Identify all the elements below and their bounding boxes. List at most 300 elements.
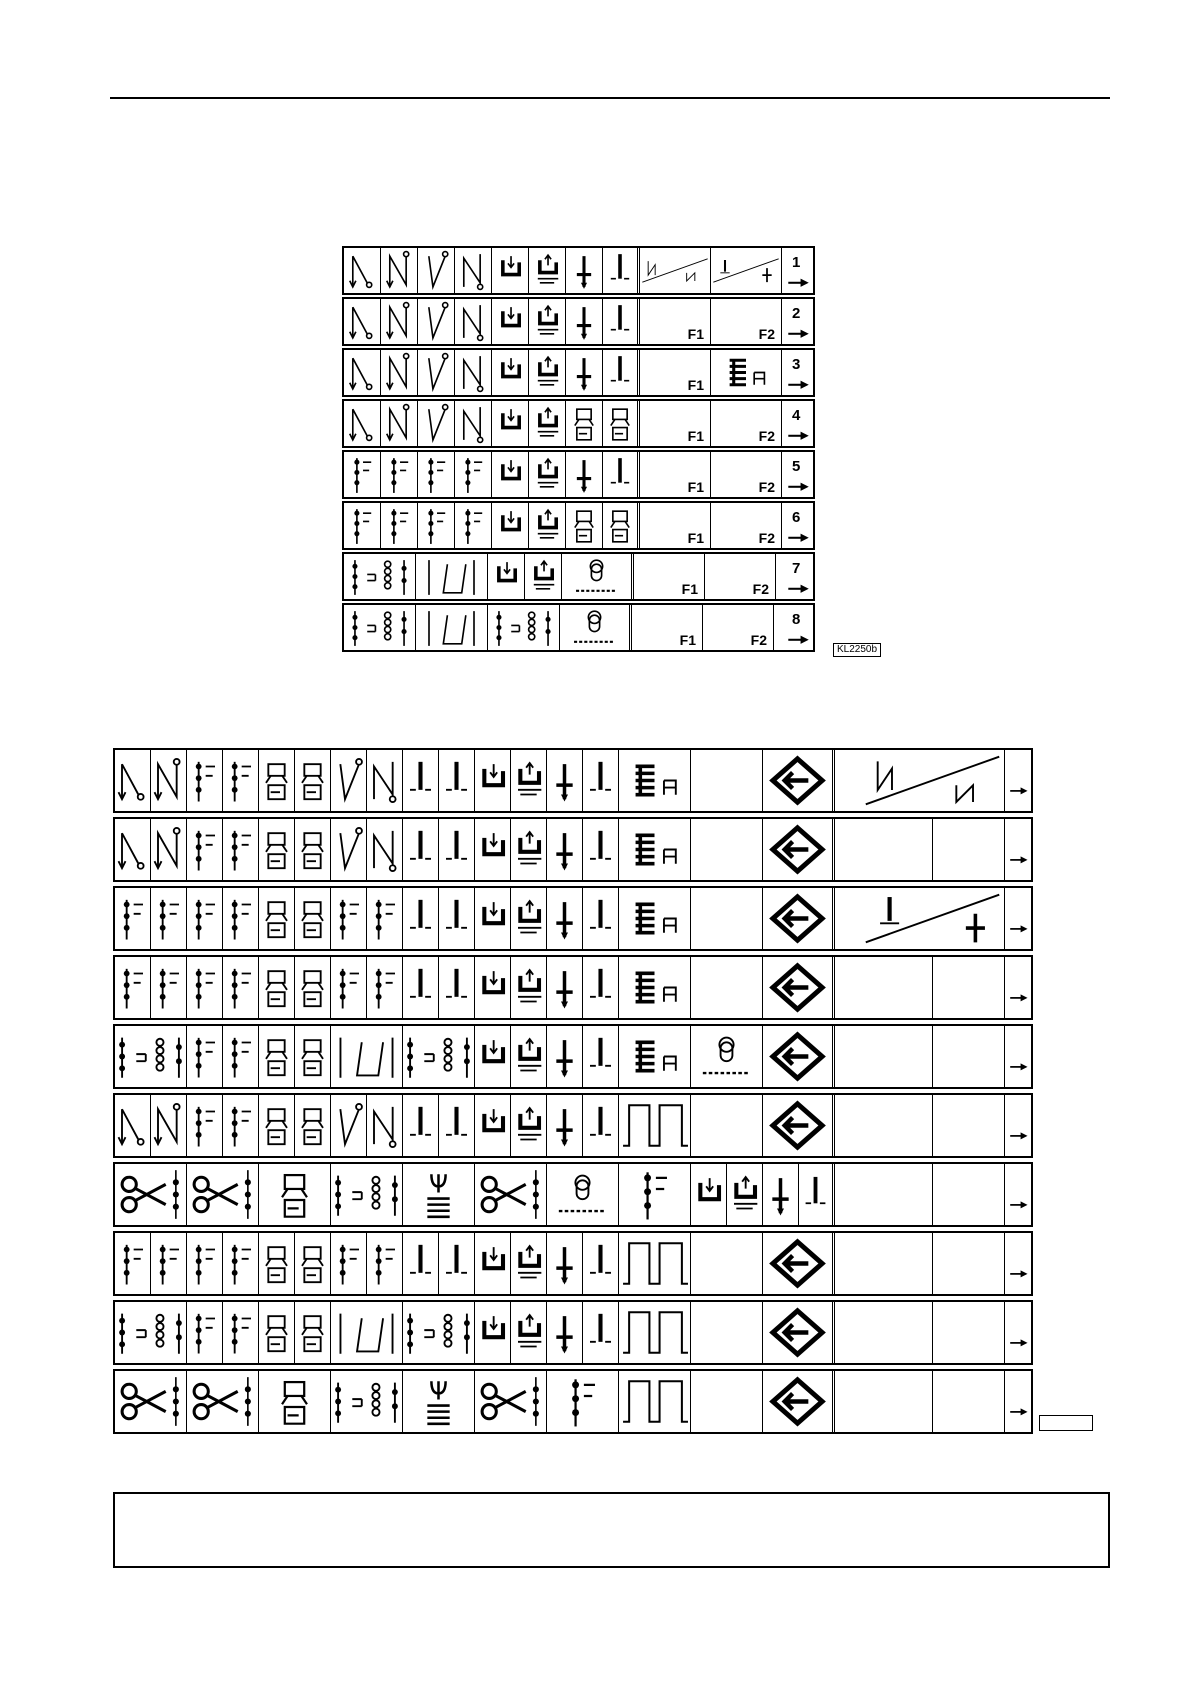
dots-icon [187, 957, 223, 1018]
slant-icon [331, 1026, 403, 1087]
needleUp-icon [583, 1026, 619, 1087]
presser-icon [475, 819, 511, 880]
stacker-icon [603, 401, 640, 446]
function-key-cell [634, 554, 705, 599]
slant-icon [331, 1302, 403, 1363]
dots-icon [344, 452, 381, 497]
vee-icon [331, 750, 367, 811]
scissors-icon [115, 1164, 187, 1225]
key-row [342, 246, 815, 295]
needleUp-icon [403, 957, 439, 1018]
row-number-cell [782, 452, 813, 497]
presser-icon [488, 554, 525, 599]
function-key-cell [933, 1233, 1005, 1294]
dots-icon [344, 503, 381, 548]
function-key-cell [632, 605, 703, 650]
dots-icon [223, 819, 259, 880]
f2-label: F2 [752, 581, 769, 597]
arrow-cell [1005, 1095, 1031, 1156]
coil-icon [547, 1164, 619, 1225]
diamond-icon [763, 819, 835, 880]
stacker-icon [259, 1302, 295, 1363]
presser2-icon [529, 452, 566, 497]
dots-icon [187, 819, 223, 880]
row-number-cell [782, 299, 813, 344]
vee-icon [418, 299, 455, 344]
f1-label: F1 [687, 428, 704, 444]
needleDn-icon [547, 750, 583, 811]
chain-icon [403, 1026, 475, 1087]
presser2-icon [511, 819, 547, 880]
row-number-cell [782, 248, 813, 293]
scissors-icon [115, 1371, 187, 1432]
function-key-cell [640, 452, 711, 497]
key-row [113, 1300, 1033, 1365]
dots-icon [223, 1302, 259, 1363]
presser2-icon [529, 503, 566, 548]
needleDn-icon [547, 1233, 583, 1294]
dots-icon [223, 750, 259, 811]
dots-icon [381, 452, 418, 497]
function-key-cell [711, 350, 782, 395]
zig1-icon [344, 401, 381, 446]
presser-icon [475, 957, 511, 1018]
function-key-cell [933, 1164, 1005, 1225]
pulse-icon [619, 1095, 691, 1156]
stacker-icon [295, 957, 331, 1018]
pulse-icon [619, 1302, 691, 1363]
arrow-cell [1005, 1371, 1031, 1432]
scissors-icon [475, 1164, 547, 1225]
presser2-icon [511, 750, 547, 811]
empty-cell [691, 888, 763, 949]
dots-icon [187, 1233, 223, 1294]
function-key-cell [861, 1164, 933, 1225]
vee-icon [331, 1095, 367, 1156]
function-key-cell [933, 1371, 1005, 1432]
function-key-cell [933, 819, 1005, 880]
row-number-cell [782, 503, 813, 548]
row-number-cell [782, 605, 813, 650]
needleDn-icon [547, 819, 583, 880]
presser2-icon [511, 888, 547, 949]
stacker-icon [259, 750, 295, 811]
dots-icon [187, 1095, 223, 1156]
presser2-icon [511, 1302, 547, 1363]
dots-icon [187, 888, 223, 949]
f2-label: F2 [750, 632, 767, 648]
function-key-cell [711, 299, 782, 344]
dots-icon [418, 503, 455, 548]
code-label: KL2250b [833, 643, 881, 657]
stacker-icon [295, 750, 331, 811]
stacker-icon [259, 1233, 295, 1294]
needleUp-icon [583, 1233, 619, 1294]
stacker-icon [295, 1026, 331, 1087]
stacker-icon [259, 888, 295, 949]
presser2-icon [529, 248, 566, 293]
needleDn-icon [763, 1164, 799, 1225]
stackE-icon [619, 957, 691, 1018]
row-number: 3 [792, 356, 801, 373]
n2-icon [455, 350, 492, 395]
presser-icon [492, 248, 529, 293]
needleUp-icon [439, 1095, 475, 1156]
dots-icon [331, 957, 367, 1018]
row-number: 1 [792, 254, 801, 271]
function-key-cell [861, 750, 1005, 811]
stacker-icon [259, 1095, 295, 1156]
diamond-icon [763, 1026, 835, 1087]
function-key-cell [640, 350, 711, 395]
diamond-icon [763, 750, 835, 811]
needleDn-icon [566, 248, 603, 293]
note-box [113, 1492, 1110, 1568]
chain-icon [331, 1164, 403, 1225]
dots-icon [223, 888, 259, 949]
needleUp-icon [603, 350, 640, 395]
zig1-icon [115, 819, 151, 880]
coil-icon [562, 554, 634, 599]
row-number: 7 [792, 560, 801, 577]
needleDn-icon [566, 350, 603, 395]
zig1-icon [344, 299, 381, 344]
key-row [113, 748, 1033, 813]
n2-icon [455, 401, 492, 446]
chain-icon [115, 1302, 187, 1363]
dots-icon [619, 1164, 691, 1225]
arrow-cell [1005, 1026, 1031, 1087]
f1-label: F1 [681, 581, 698, 597]
dots-icon [115, 1233, 151, 1294]
n2-icon [367, 819, 403, 880]
needleDn-icon [547, 1095, 583, 1156]
row-number: 8 [792, 611, 801, 628]
stackE-icon [619, 888, 691, 949]
presser-icon [691, 1164, 727, 1225]
bottom-key-panel [113, 748, 1033, 1438]
zig2-icon [151, 1095, 187, 1156]
row-number: 6 [792, 509, 801, 526]
f1-label: F1 [687, 377, 704, 393]
function-key-cell [861, 957, 933, 1018]
stackE-icon [619, 819, 691, 880]
row-number: 2 [792, 305, 801, 322]
stacker-icon [259, 1026, 295, 1087]
zig2-icon [381, 248, 418, 293]
pulse-icon [619, 1371, 691, 1432]
function-key-cell [861, 1302, 933, 1363]
n2-icon [367, 1095, 403, 1156]
key-row [342, 297, 815, 346]
slant-icon [416, 605, 488, 650]
key-row [342, 450, 815, 499]
needleUp-icon [403, 819, 439, 880]
code-label-empty [1039, 1415, 1093, 1431]
arrow-cell [1005, 750, 1031, 811]
needleUp-icon [439, 1233, 475, 1294]
presser2-icon [525, 554, 562, 599]
dots-icon [455, 503, 492, 548]
needleUp-icon [583, 750, 619, 811]
key-row [113, 886, 1033, 951]
empty-cell [691, 1302, 763, 1363]
zig1-icon [115, 1095, 151, 1156]
empty-cell [691, 1371, 763, 1432]
stackE-icon [619, 750, 691, 811]
function-key-cell [861, 819, 933, 880]
needleUp-icon [583, 957, 619, 1018]
presser-icon [492, 350, 529, 395]
presser-icon [475, 750, 511, 811]
dots-icon [151, 888, 187, 949]
key-row [113, 1162, 1033, 1227]
stacker-icon [259, 819, 295, 880]
needleUp-icon [583, 888, 619, 949]
dots-icon [187, 1026, 223, 1087]
n2-icon [455, 248, 492, 293]
presser-icon [492, 401, 529, 446]
stacker-icon [566, 503, 603, 548]
coil-icon [691, 1026, 763, 1087]
function-key-cell [861, 888, 1005, 949]
dots-icon [547, 1371, 619, 1432]
vee-icon [418, 248, 455, 293]
fork-icon [403, 1164, 475, 1225]
key-row [342, 552, 815, 601]
vee-icon [418, 350, 455, 395]
top-key-panel [342, 246, 815, 656]
dots-icon [187, 1302, 223, 1363]
dots-icon [367, 957, 403, 1018]
function-key-cell [640, 248, 711, 293]
zig2-icon [381, 401, 418, 446]
stacker-icon [295, 1095, 331, 1156]
needleUp-icon [603, 299, 640, 344]
function-key-cell [933, 1095, 1005, 1156]
dots-icon [331, 888, 367, 949]
header-rule [110, 97, 1110, 99]
pulse-icon [619, 1233, 691, 1294]
needleUp-icon [439, 888, 475, 949]
key-row [342, 399, 815, 448]
stacker-icon [259, 1371, 331, 1432]
function-key-cell [861, 1095, 933, 1156]
presser-icon [475, 888, 511, 949]
key-row [342, 501, 815, 550]
needleUp-icon [583, 819, 619, 880]
needleDn-icon [566, 299, 603, 344]
zig1-icon [115, 750, 151, 811]
stacker-icon [259, 957, 295, 1018]
slant-icon [416, 554, 488, 599]
vee-icon [331, 819, 367, 880]
f1-label: F1 [687, 530, 704, 546]
dots-icon [223, 1233, 259, 1294]
zig2-icon [381, 299, 418, 344]
function-key-cell [703, 605, 774, 650]
arrow-cell [1005, 888, 1031, 949]
dots-icon [455, 452, 492, 497]
chain-icon [403, 1302, 475, 1363]
diamond-icon [763, 957, 835, 1018]
chain-icon [344, 554, 416, 599]
dots-icon [418, 452, 455, 497]
f2-label: F2 [758, 428, 775, 444]
row-number: 4 [792, 407, 801, 424]
function-key-cell [711, 401, 782, 446]
key-row [113, 955, 1033, 1020]
arrow-cell [1005, 1302, 1031, 1363]
function-key-cell [640, 401, 711, 446]
chain-icon [115, 1026, 187, 1087]
stacker-icon [566, 401, 603, 446]
presser2-icon [529, 401, 566, 446]
zig2-icon [381, 350, 418, 395]
empty-cell [691, 957, 763, 1018]
needleUp-icon [799, 1164, 835, 1225]
key-row [113, 1093, 1033, 1158]
needleUp-icon [403, 1095, 439, 1156]
needleDn-icon [566, 452, 603, 497]
needleDn-icon [547, 888, 583, 949]
stackE-icon [619, 1026, 691, 1087]
dots-icon [367, 888, 403, 949]
diamond-icon [763, 888, 835, 949]
zig2-icon [151, 750, 187, 811]
stacker-icon [295, 819, 331, 880]
dots-icon [381, 503, 418, 548]
presser2-icon [511, 1233, 547, 1294]
arrow-cell [1005, 1233, 1031, 1294]
zig1-icon [344, 350, 381, 395]
arrow-cell [1005, 957, 1031, 1018]
chain-icon [344, 605, 416, 650]
needleUp-icon [603, 248, 640, 293]
function-key-cell [933, 1302, 1005, 1363]
f1-label: F1 [687, 479, 704, 495]
stacker-icon [259, 1164, 331, 1225]
needleUp-icon [403, 1233, 439, 1294]
needleDn-icon [547, 1026, 583, 1087]
function-key-cell [861, 1026, 933, 1087]
function-key-cell [711, 248, 782, 293]
diamond-icon [763, 1302, 835, 1363]
key-row [342, 603, 815, 652]
needleDn-icon [547, 1302, 583, 1363]
needleUp-icon [583, 1302, 619, 1363]
function-key-cell [640, 503, 711, 548]
dots-icon [151, 1233, 187, 1294]
key-row [342, 348, 815, 397]
function-key-cell [711, 503, 782, 548]
row-number: 5 [792, 458, 801, 475]
empty-cell [691, 819, 763, 880]
chain-icon [331, 1371, 403, 1432]
needleUp-icon [439, 750, 475, 811]
key-row [113, 1231, 1033, 1296]
presser2-icon [511, 1095, 547, 1156]
needleUp-icon [603, 452, 640, 497]
key-row [113, 1024, 1033, 1089]
function-key-cell [711, 452, 782, 497]
needleUp-icon [439, 957, 475, 1018]
function-key-cell [933, 957, 1005, 1018]
row-number-cell [782, 350, 813, 395]
dots-icon [115, 888, 151, 949]
dots-icon [223, 1026, 259, 1087]
n2-icon [367, 750, 403, 811]
presser-icon [475, 1026, 511, 1087]
presser2-icon [529, 350, 566, 395]
n2-icon [455, 299, 492, 344]
empty-cell [691, 1233, 763, 1294]
presser2-icon [511, 957, 547, 1018]
scissors-icon [187, 1371, 259, 1432]
scissors-icon [475, 1371, 547, 1432]
dots-icon [151, 957, 187, 1018]
f1-label: F1 [679, 632, 696, 648]
vee-icon [418, 401, 455, 446]
arrow-cell [1005, 1164, 1031, 1225]
zig1-icon [344, 248, 381, 293]
key-row [113, 1369, 1033, 1434]
diamond-icon [763, 1233, 835, 1294]
stacker-icon [295, 1302, 331, 1363]
dots-icon [331, 1233, 367, 1294]
dots-icon [367, 1233, 403, 1294]
stacker-icon [295, 1233, 331, 1294]
function-key-cell [933, 1026, 1005, 1087]
coil-icon [560, 605, 632, 650]
f2-label: F2 [758, 530, 775, 546]
function-key-cell [640, 299, 711, 344]
stacker-icon [603, 503, 640, 548]
empty-cell [691, 1095, 763, 1156]
row-number-cell [782, 401, 813, 446]
presser-icon [475, 1233, 511, 1294]
needleDn-icon [547, 957, 583, 1018]
function-key-cell [705, 554, 776, 599]
fork-icon [403, 1371, 475, 1432]
zig2-icon [151, 819, 187, 880]
chain-icon [488, 605, 560, 650]
arrow-cell [1005, 819, 1031, 880]
presser-icon [492, 503, 529, 548]
stacker-icon [295, 888, 331, 949]
diamond-icon [763, 1371, 835, 1432]
dots-icon [223, 957, 259, 1018]
presser-icon [492, 299, 529, 344]
row-number-cell [782, 554, 813, 599]
needleUp-icon [403, 888, 439, 949]
needleUp-icon [403, 750, 439, 811]
presser-icon [475, 1302, 511, 1363]
needleUp-icon [439, 819, 475, 880]
key-row [113, 817, 1033, 882]
dots-icon [115, 957, 151, 1018]
empty-cell [691, 750, 763, 811]
dots-icon [187, 750, 223, 811]
f2-label: F2 [758, 326, 775, 342]
f1-label: F1 [687, 326, 704, 342]
presser2-icon [727, 1164, 763, 1225]
presser2-icon [511, 1026, 547, 1087]
presser-icon [492, 452, 529, 497]
presser-icon [475, 1095, 511, 1156]
needleUp-icon [583, 1095, 619, 1156]
scissors-icon [187, 1164, 259, 1225]
